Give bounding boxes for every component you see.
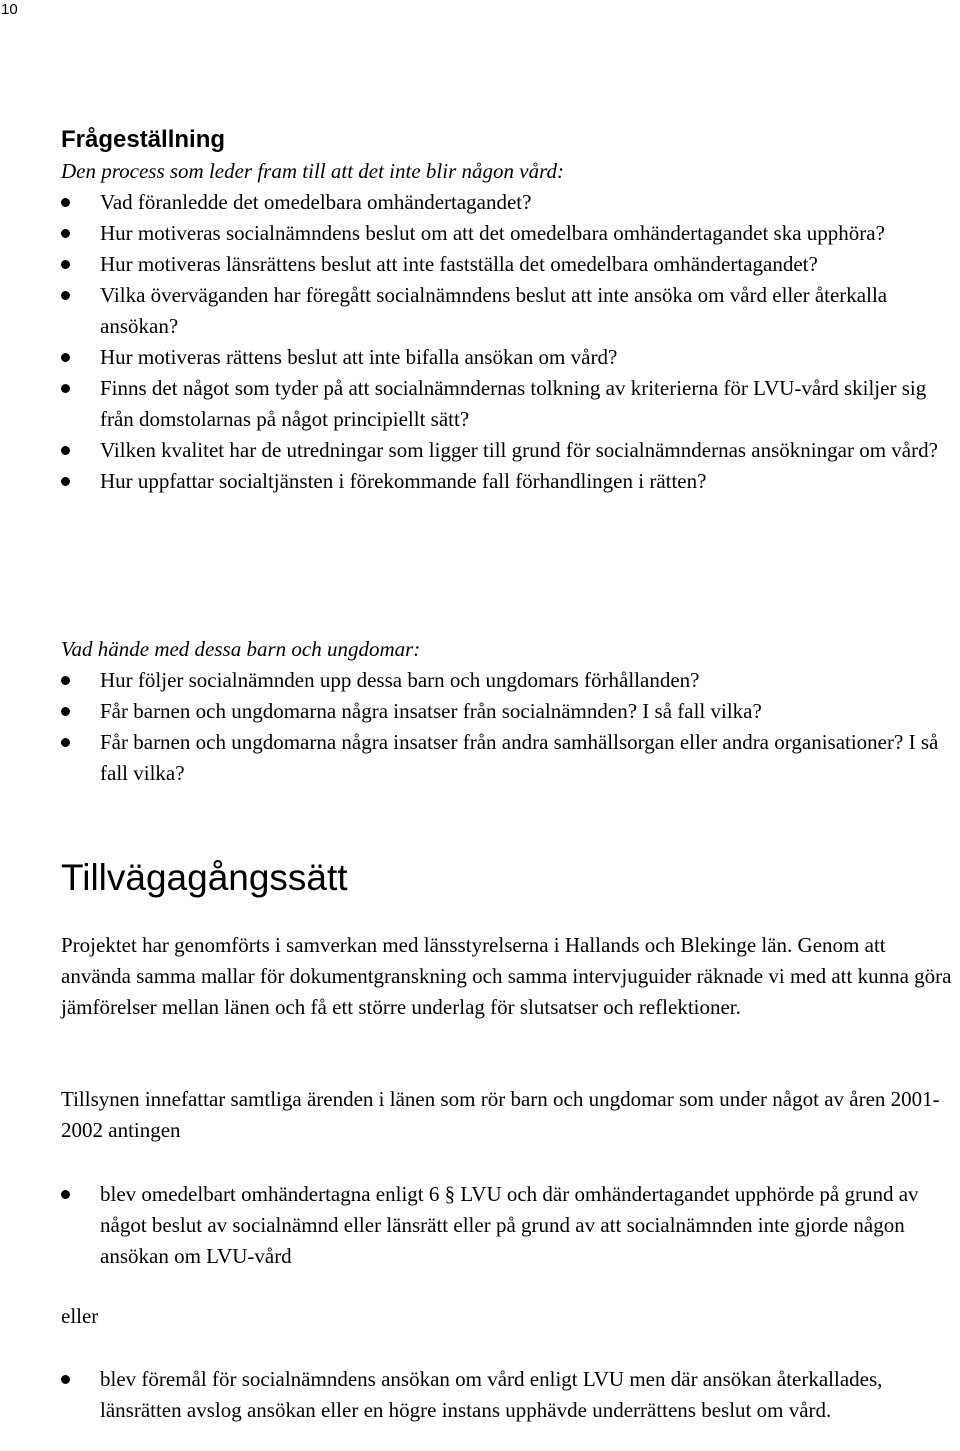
- page-number: 10: [1, 1, 18, 18]
- list-item: Hur uppfattar socialtjänsten i förekommande fall förhandlingen i rätten?: [61, 466, 956, 497]
- list-item: Hur motiveras rättens beslut att inte bifalla ansökan om vård?: [61, 342, 956, 373]
- bullet2-block: [61, 1364, 956, 1426]
- list-item: Vad föranledde det omedelbara omhändertagandet?: [61, 187, 956, 218]
- list-item: blev föremål för socialnämndens ansökan om vård enligt LVU men där ansökan återkallades, länsrätten avslog ansökan eller en högre instans upphävde underrättens beslut om vård.: [61, 1364, 956, 1426]
- list-item: Hur motiveras socialnämndens beslut om att det omedelbara omhändertagandet ska upphöra?: [61, 218, 956, 249]
- list-item: Vilka överväganden har föregått socialnämndens beslut att inte ansöka om vård eller återkalla ansökan?: [61, 280, 956, 342]
- list-item: Finns det något som tyder på att socialnämndernas tolkning av kriterierna för LVU-vård skiljer sig från domstolarnas på något principiellt sätt?: [61, 373, 956, 435]
- list-item: Får barnen och ungdomarna några insatser från socialnämnden? I så fall vilka?: [61, 696, 956, 727]
- connector-text: eller: [61, 1304, 99, 1328]
- list-item: Hur följer socialnämnden upp dessa barn och ungdomars förhållanden?: [61, 665, 956, 696]
- group2-intro: Vad hände med dessa barn och ungdomar:: [61, 637, 421, 661]
- paragraph2-block: [61, 1084, 956, 1146]
- list-item: blev omedelbart omhändertagna enligt 6 § LVU och där omhändertagandet upphörde på grund av något beslut av socialnämnd eller länsrätt eller på grund av att socialnämnden inte gjorde någon ansökan om LVU-vård: [61, 1179, 956, 1272]
- list-item: Vilken kvalitet har de utredningar som ligger till grund för socialnämndernas ansökningar om vård?: [61, 435, 956, 466]
- list-item: Får barnen och ungdomarna några insatser från andra samhällsorgan eller andra organisationer? I så fall vilka?: [61, 727, 956, 789]
- paragraph1: Projektet har genomförts i samverkan med länsstyrelserna i Hallands och Blekinge län. Genom att använda samma mallar för dokumentgranskning och samma intervjuguider räknade vi med att kunna göra jämförelser mellan länen och få ett större underlag för slutsatser och reflektioner.: [61, 933, 952, 1019]
- tillvagagangssatt-heading: Tillvägagångssätt: [61, 857, 348, 898]
- group1-intro: Den process som leder fram till att det inte blir någon vård:: [61, 159, 564, 183]
- list-item: Hur motiveras länsrättens beslut att inte fastställa det omedelbara omhändertagandet?: [61, 249, 956, 280]
- bullet1-block: [61, 1179, 956, 1272]
- group2-list: [61, 665, 956, 789]
- group2-section: [61, 634, 956, 789]
- fragestallning-section: [61, 124, 956, 497]
- fragestallning-heading: Frågeställning: [61, 126, 226, 153]
- group1-list: [61, 187, 956, 497]
- tillvagagangssatt-section: [61, 856, 956, 900]
- paragraph1-block: [61, 930, 956, 1023]
- paragraph2: Tillsynen innefattar samtliga ärenden i länen som rör barn och ungdomar som under något av åren 2001-2002 antingen: [61, 1087, 940, 1142]
- connector-block: [61, 1301, 956, 1332]
